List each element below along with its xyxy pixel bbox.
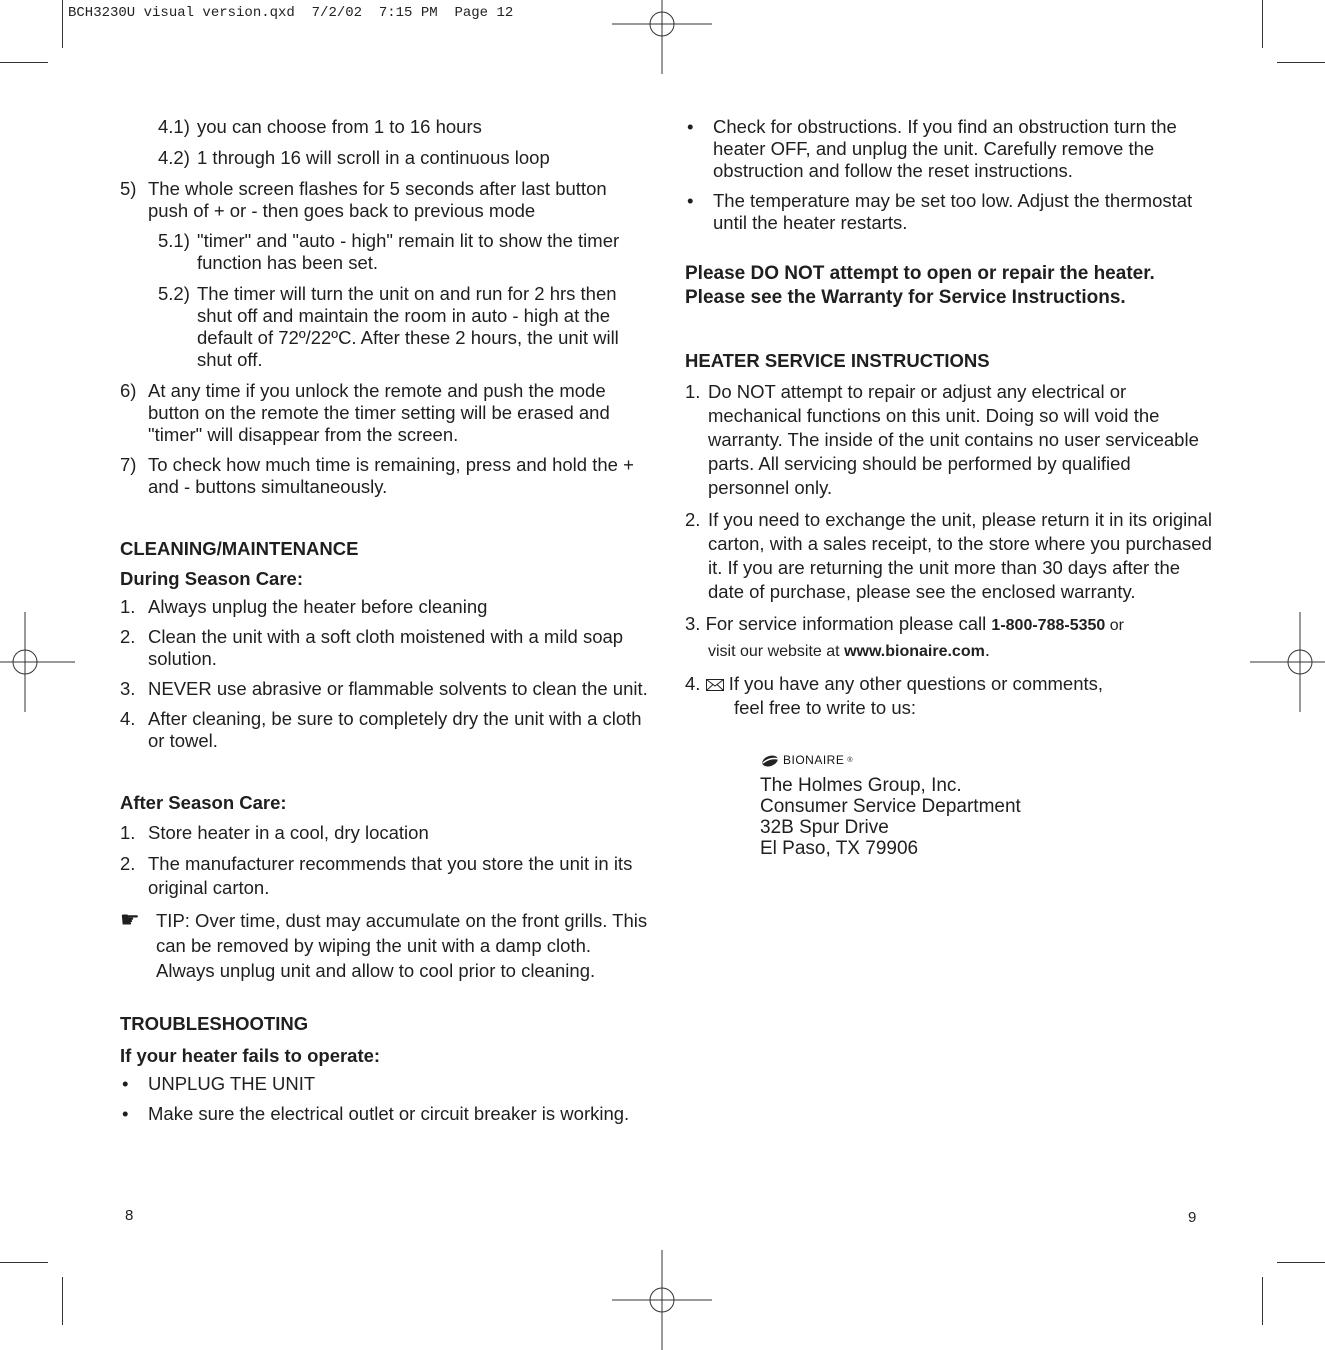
- service-heading: HEATER SERVICE INSTRUCTIONS: [685, 350, 990, 371]
- cleaning-heading: CLEANING/MAINTENANCE: [120, 538, 359, 559]
- page-number-right: 9: [1188, 1209, 1197, 1226]
- file-slug: BCH3230U visual version.qxd 7/2/02 7:15 PM Page 12: [68, 5, 514, 21]
- bionaire-logo: BIONAIRE ®: [760, 750, 1215, 771]
- left-column: [120, 116, 650, 1133]
- list-item: 1. Do NOT attempt to repair or adjust any electrical or mechanical functions on this unit. Doing so will void the warranty. The inside of the unit contains no user serviceable parts. All servicing should be performed by qualified personnel only.: [685, 381, 1199, 498]
- list-item: 3. NEVER use abrasive or flammable solvents to clean the unit.: [120, 678, 648, 699]
- envelope-icon: [706, 679, 724, 691]
- warning-notice: Please DO NOT attempt to open or repair the heater. Please see the Warranty for Service Instructions.: [685, 263, 1155, 308]
- after-season-heading: After Season Care:: [120, 792, 287, 813]
- crop-mark: [1277, 1262, 1325, 1263]
- phone-number: 1-800-788-5350: [991, 617, 1106, 634]
- crop-mark: [0, 62, 48, 63]
- list-item: 3. For service information please call 1-800-788-5350 or visit our website at www.bionaire.com.: [685, 613, 1124, 660]
- list-item: 6) At any time if you unlock the remote and push the mode button on the remote the timer setting will be erased and "timer" will disappear from the screen.: [120, 380, 610, 445]
- list-item: 2. If you need to exchange the unit, please return it in its original carton, with a sales receipt, to the store where you purchased it. If you are returning the unit more than 30 days after the date of purchase, please see the enclosed warranty.: [685, 509, 1212, 602]
- list-item: 5.1) "timer" and "auto - high" remain lit to show the timer function has been set.: [158, 230, 620, 273]
- list-item: 1. Store heater in a cool, dry location: [120, 822, 429, 843]
- list-item: 4.1) you can choose from 1 to 16 hours: [158, 116, 482, 137]
- list-item: 2. The manufacturer recommends that you store the unit in its original carton.: [120, 853, 633, 898]
- list-item: 4. After cleaning, be sure to completely dry the unit with a cloth or towel.: [120, 708, 642, 751]
- list-item: 5.2) The timer will turn the unit on and run for 2 hrs then shut off and maintain the room in auto - high at the default of 72º/22ºC. After these 2 hours, the unit will shut off.: [158, 283, 619, 370]
- crop-mark: [1262, 1277, 1263, 1325]
- list-item: • Make sure the electrical outlet or circuit breaker is working.: [122, 1103, 630, 1124]
- crop-mark: [0, 1262, 48, 1263]
- crop-mark: [1277, 62, 1325, 63]
- registration-mark-icon: [0, 612, 75, 712]
- pointing-hand-icon: ☛: [120, 907, 140, 932]
- bionaire-swoosh-icon: [760, 755, 780, 767]
- tip-note: ☛ TIP: Over time, dust may accumulate on the front grills. This can be removed by wiping the unit with a damp cloth. Always unplug unit and allow to cool prior to cleaning.: [120, 907, 648, 981]
- fails-heading: If your heater fails to operate:: [120, 1045, 381, 1066]
- list-item: • Check for obstructions. If you find an obstruction turn the heater OFF, and unplug the unit. Carefully remove the obstruction and follow the reset instructions.: [687, 116, 1177, 181]
- list-item: 5) The whole screen flashes for 5 seconds after last button push of + or - then goes back to previous mode: [120, 178, 607, 221]
- list-item: • The temperature may be set too low. Adjust the thermostat until the heater restarts.: [687, 190, 1193, 233]
- list-item: 7) To check how much time is remaining, press and hold the + and - buttons simultaneously.: [120, 454, 634, 497]
- right-column: [685, 116, 1215, 859]
- list-item: 2. Clean the unit with a soft cloth moistened with a mild soap solution.: [120, 626, 624, 669]
- list-item: 4. If you have any other questions or comments, feel free to write to us:: [685, 673, 1104, 718]
- list-item: • UNPLUG THE UNIT: [122, 1073, 316, 1094]
- mailing-address: BIONAIRE ® The Holmes Group, Inc. Consumer Service Department 32B Spur Drive El Paso, TX 79906: [760, 750, 1215, 859]
- list-item: 4.2) 1 through 16 will scroll in a continuous loop: [158, 147, 550, 168]
- crop-mark: [62, 0, 63, 48]
- crop-mark: [62, 1277, 63, 1325]
- website-link[interactable]: www.bionaire.com: [844, 643, 985, 660]
- registration-mark-icon: [612, 0, 712, 74]
- crop-mark: [1262, 0, 1263, 48]
- registration-mark-icon: [612, 1250, 712, 1350]
- list-item: 1. Always unplug the heater before cleaning: [120, 596, 488, 617]
- page-number-left: 8: [125, 1207, 134, 1224]
- during-season-heading: During Season Care:: [120, 568, 303, 589]
- registration-mark-icon: [1250, 612, 1325, 712]
- troubleshooting-heading: TROUBLESHOOTING: [120, 1013, 309, 1034]
